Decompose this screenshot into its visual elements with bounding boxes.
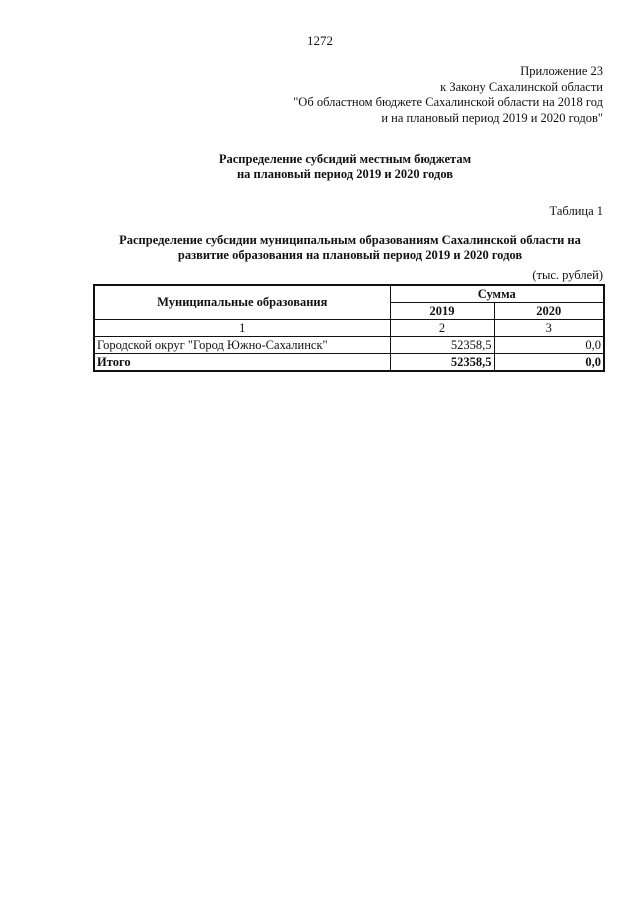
main-title-line-1: Распределение субсидий местным бюджетам	[218, 152, 472, 166]
appendix-header	[293, 64, 603, 126]
row-value-2020: 0,0	[494, 337, 604, 354]
appendix-line-4: и на плановый период 2019 и 2020 годов"	[381, 110, 603, 125]
header-year-2020: 2020	[494, 303, 604, 320]
main-title-line-2: на плановый период 2019 и 2020 годов	[236, 167, 454, 181]
total-label: Итого	[94, 354, 390, 372]
table-title	[95, 233, 605, 263]
appendix-line-2: к Закону Сахалинской области	[440, 79, 603, 94]
table-title-line-2: развитие образования на плановый период 2019 и 2020 годов	[177, 248, 523, 262]
appendix-line-3: "Об областном бюджете Сахалинской области на 2018 год	[293, 95, 603, 109]
column-number-1: 1	[94, 320, 390, 337]
table-label: Таблица 1	[549, 204, 603, 218]
header-year-2019: 2019	[390, 303, 494, 320]
table-row	[94, 337, 604, 354]
appendix-line-1: Приложение 23	[520, 64, 603, 78]
unit-label: (тыс. рублей)	[532, 268, 603, 282]
main-title	[0, 152, 640, 182]
table-title-line-1: Распределение субсидии муниципальным образованиям Сахалинской области на	[119, 233, 581, 247]
total-value-2019: 52358,5	[390, 354, 494, 372]
row-municipality-name: Городской округ "Город Южно-Сахалинск"	[94, 337, 390, 354]
subsidy-table	[93, 284, 605, 372]
column-number-3: 3	[494, 320, 604, 337]
total-value-2020: 0,0	[494, 354, 604, 372]
row-value-2019: 52358,5	[390, 337, 494, 354]
header-municipality: Муниципальные образования	[94, 285, 390, 320]
page-number: 1272	[307, 33, 333, 48]
header-sum: Сумма	[390, 285, 604, 303]
total-row	[94, 354, 604, 372]
column-number-2: 2	[390, 320, 494, 337]
